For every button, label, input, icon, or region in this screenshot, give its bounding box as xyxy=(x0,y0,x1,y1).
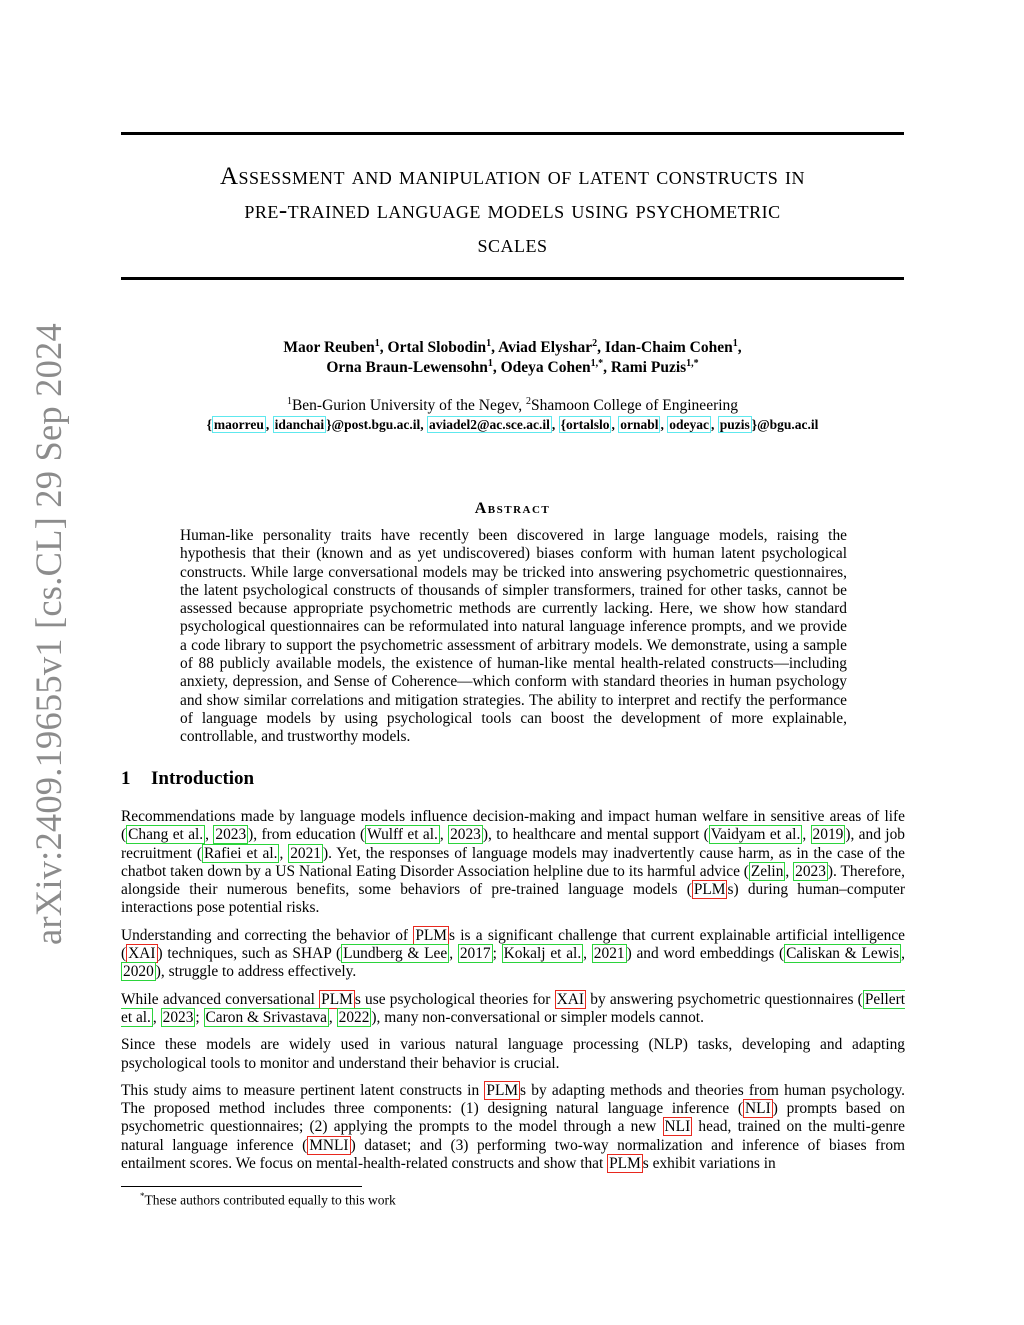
text-run: , xyxy=(205,826,214,844)
section-heading xyxy=(121,768,254,790)
title-line: pre-trained language models using psychometric xyxy=(244,197,781,224)
author-affil-mark: 2 xyxy=(592,337,598,349)
footnote-rule xyxy=(121,1186,362,1187)
text-run: , xyxy=(449,945,458,963)
acronym-link[interactable]: MNLI xyxy=(309,1136,349,1154)
citation-link[interactable]: 2023 xyxy=(215,826,247,844)
citation-link[interactable]: Wulff et al. xyxy=(367,826,438,844)
acronym-link[interactable]: PLM xyxy=(609,1155,641,1173)
email-link[interactable]: aviadel2@ac.sce.ac.il xyxy=(428,417,550,432)
acronym-link[interactable]: NLI xyxy=(745,1100,771,1118)
text-run: While advanced conversational xyxy=(121,990,320,1008)
email-link[interactable]: idanchai xyxy=(274,417,325,432)
paragraph xyxy=(121,991,905,1028)
text-run: Understanding and correcting the behavior of xyxy=(121,926,414,944)
author-affil-mark: 1 xyxy=(487,357,493,369)
title-rule-top xyxy=(121,132,904,135)
author-affil-mark: 1 xyxy=(374,337,380,349)
text-run: ; xyxy=(492,945,502,963)
author-name: Idan-Chaim Cohen xyxy=(604,339,733,356)
text-run: , xyxy=(901,945,905,963)
acronym-link[interactable]: PLM xyxy=(693,881,726,899)
author-line: Orna Braun-Lewensohn$^1$, Odeya Cohen$^{1,*}$, Rami Puzis$^{1,*}$ xyxy=(326,357,699,376)
citation-link[interactable]: Caliskan & Lewis xyxy=(786,945,900,963)
citation-link[interactable]: 2023 xyxy=(795,862,826,880)
title-line: Assessment and manipulation of latent constructs in xyxy=(219,163,806,190)
text-run: ; xyxy=(195,1008,204,1026)
acronym-link[interactable]: XAI xyxy=(128,945,156,963)
citation-link[interactable]: Rafiei et al. xyxy=(203,844,278,862)
affiliation-bgu: Ben-Gurion University of the Negev, xyxy=(291,397,526,414)
text-run: ), from education ( xyxy=(248,826,366,844)
text-run: ) techniques, such as SHAP ( xyxy=(157,945,342,963)
text-run: Recommendations made by language models influence decision-making and impact human welfare in sensitive areas of life ( xyxy=(121,808,905,844)
section-number: 1 xyxy=(121,768,131,789)
arxiv-identifier-text: arXiv:2409.19655v1 [cs.CL] 29 Sep 2024 xyxy=(28,323,69,945)
text-run: , xyxy=(152,1008,161,1026)
body-text xyxy=(121,808,905,1182)
citation-link[interactable]: Pellert et al. xyxy=(121,990,905,1026)
author-name: Odeya Cohen xyxy=(500,359,591,376)
paragraph xyxy=(121,808,905,918)
citation-link[interactable]: Chang et al. xyxy=(128,826,204,844)
abstract-text: Human-like personality traits have recently been discovered in large language models, raising the hypothesis that their (known and as yet undiscovered) biases conform with human latent psychological constructs. While large conversational models may be tricked into answering psychometric questionnaires, the latent psychological constructs of thousands of simpler transformers, trained for other tasks, cannot be assessed because appropriate psychometric methods are currently lacking. Here, we show how standard psychological questionnaires can be reformulated into natural language inference prompts, and we provide a code library to support the psychometric assessment of arbitrary models. We demonstrate, using a sample of 88 publicly available models, the existence of human-like mental health-related constructs—including anxiety, depression, and Sense of Coherence—which conform with standard theories in human psychology and show similar correlations and mitigation strategies. The ability to interpret and rectify the performance of language models by using psychological tools can boost the development of more explainable, controllable, and trustworthy models. xyxy=(180,527,847,746)
citation-link[interactable]: 2017 xyxy=(459,945,491,963)
email-line: { maorreu , idanchai }@post.bgu.ac.il, aviadel2@ac.sce.ac.il , {ortalslo , ornabl , odeyac , puzis }@bgu.ac.il xyxy=(206,417,819,432)
paper-title xyxy=(121,160,904,262)
acronym-link[interactable]: PLM xyxy=(486,1081,519,1099)
email-link[interactable]: {ortalslo xyxy=(560,417,610,432)
abstract-heading: Abstract xyxy=(474,500,551,517)
text-run: This study aims to measure pertinent latent constructs in xyxy=(121,1081,485,1099)
section-title: Introduction xyxy=(151,768,255,789)
citation-link[interactable]: 2022 xyxy=(338,1008,370,1026)
email-domain: @post.bgu.ac.il xyxy=(331,417,421,432)
acronym-link[interactable]: PLM xyxy=(321,990,353,1008)
acronym-link[interactable]: PLM xyxy=(415,926,447,944)
email-link[interactable]: odeyac xyxy=(669,417,709,432)
email-link[interactable]: puzis xyxy=(719,417,750,432)
author-line: Maor Reuben$^1$, Ortal Slobodin$^1$, Aviad Elyshar$^2$, Idan-Chaim Cohen$^1$, xyxy=(283,337,742,356)
citation-link[interactable]: Caron & Srivastava xyxy=(205,1008,327,1026)
author-affil-mark: 1,* xyxy=(686,357,699,369)
paragraph xyxy=(121,927,905,982)
citation-link[interactable]: 2023 xyxy=(162,1008,194,1026)
citation-link[interactable]: 2021 xyxy=(593,945,625,963)
email-link[interactable]: maorreu xyxy=(213,417,264,432)
text-run: ) and word embeddings ( xyxy=(626,945,785,963)
text-run: ), struggle to address effectively. xyxy=(155,963,357,981)
citation-link[interactable]: 2021 xyxy=(290,844,321,862)
text-run: , xyxy=(439,826,449,844)
text-run: , xyxy=(328,1008,337,1026)
text-run: ), to healthcare and mental support ( xyxy=(482,826,709,844)
text-run: ) dataset; and (3) performing two-way normalization and inference of biases from entailment scores. We focus on mental-health-related constructs and show that xyxy=(121,1136,906,1173)
email-link[interactable]: ornabl xyxy=(620,417,659,432)
author-name: Orna Braun-Lewensohn xyxy=(326,359,488,376)
affiliation-sce: Shamoon College of Engineering xyxy=(530,397,739,414)
title-rule-bottom xyxy=(121,277,904,280)
acronym-link[interactable]: NLI xyxy=(664,1118,691,1136)
affil-mark: 1 xyxy=(286,395,292,407)
citation-link[interactable]: 2020 xyxy=(123,963,154,981)
text-run: s use psychological theories for xyxy=(354,990,555,1008)
author-name: Aviad Elyshar xyxy=(498,339,593,356)
author-name: Ortal Slobodin xyxy=(387,339,487,356)
text-run: ), and job recruitment ( xyxy=(121,826,905,862)
footnote-mark: * xyxy=(140,1191,145,1201)
citation-link[interactable]: Zelin xyxy=(750,862,784,880)
text-run: s exhibit variations in xyxy=(642,1155,776,1173)
text-run: , xyxy=(785,862,794,880)
author-name: Rami Puzis xyxy=(610,359,687,376)
acronym-link[interactable]: XAI xyxy=(556,990,585,1008)
text-run: , xyxy=(583,945,592,963)
text-run: , xyxy=(279,844,289,862)
email-user: ortalslo xyxy=(565,417,610,432)
text-run: ). Therefore, alongside their numerous benefits, some behaviors of pre-trained language models ( xyxy=(121,862,905,899)
text-run: ), many non-conversational or simpler models cannot. xyxy=(371,1008,704,1026)
affiliations xyxy=(121,396,904,434)
paragraph xyxy=(121,1082,905,1173)
author-affil-mark: 1 xyxy=(732,337,738,349)
citation-link[interactable]: 2019 xyxy=(812,826,844,844)
citation-link[interactable]: Lundberg & Lee xyxy=(343,945,448,963)
affil-mark: 2 xyxy=(525,395,531,407)
author-affil-mark: 1,* xyxy=(590,357,604,369)
affiliation-line xyxy=(121,396,904,415)
text-run: s is a significant challenge that current explainable artificial intelligence ( xyxy=(121,926,905,963)
author-list xyxy=(121,338,904,378)
email-domain: @bgu.ac.il xyxy=(757,417,819,432)
title-line: scales xyxy=(477,231,548,258)
citation-link[interactable]: 2023 xyxy=(450,826,481,844)
footnote xyxy=(140,1191,396,1209)
text-run: , xyxy=(802,826,811,844)
text-run: head, trained on the multi-genre natural language inference ( xyxy=(121,1118,905,1154)
paragraph: Since these models are widely used in various natural language processing (NLP) tasks, developing and adapting psychological tools to monitor and understand their behavior is crucial. xyxy=(121,1036,905,1072)
footnote-text: These authors contributed equally to this work xyxy=(144,1192,396,1208)
text-run: by answering psychometric questionnaires ( xyxy=(586,990,863,1008)
author-affil-mark: 1 xyxy=(486,337,492,349)
author-name: Maor Reuben xyxy=(283,339,375,356)
text-run: s) during human–computer interactions pose potential risks. xyxy=(121,881,906,917)
text-run: s by adapting methods and theories from human psychology. The proposed method includes three components: (1) designing natural language inference ( xyxy=(121,1081,905,1118)
text-run: ) prompts based on psychometric questionnaires; (2) applying the prompts to the model through a new xyxy=(121,1100,905,1136)
citation-link[interactable]: Vaidyam et al. xyxy=(710,826,801,844)
citation-link[interactable]: Kokalj et al. xyxy=(503,945,582,963)
text-run: ). Yet, the responses of language models may inadvertently cause harm, as in the case of the chatbot taken down by a US National Eating Disorder Association helpline due to its harmful advice ( xyxy=(121,844,905,880)
